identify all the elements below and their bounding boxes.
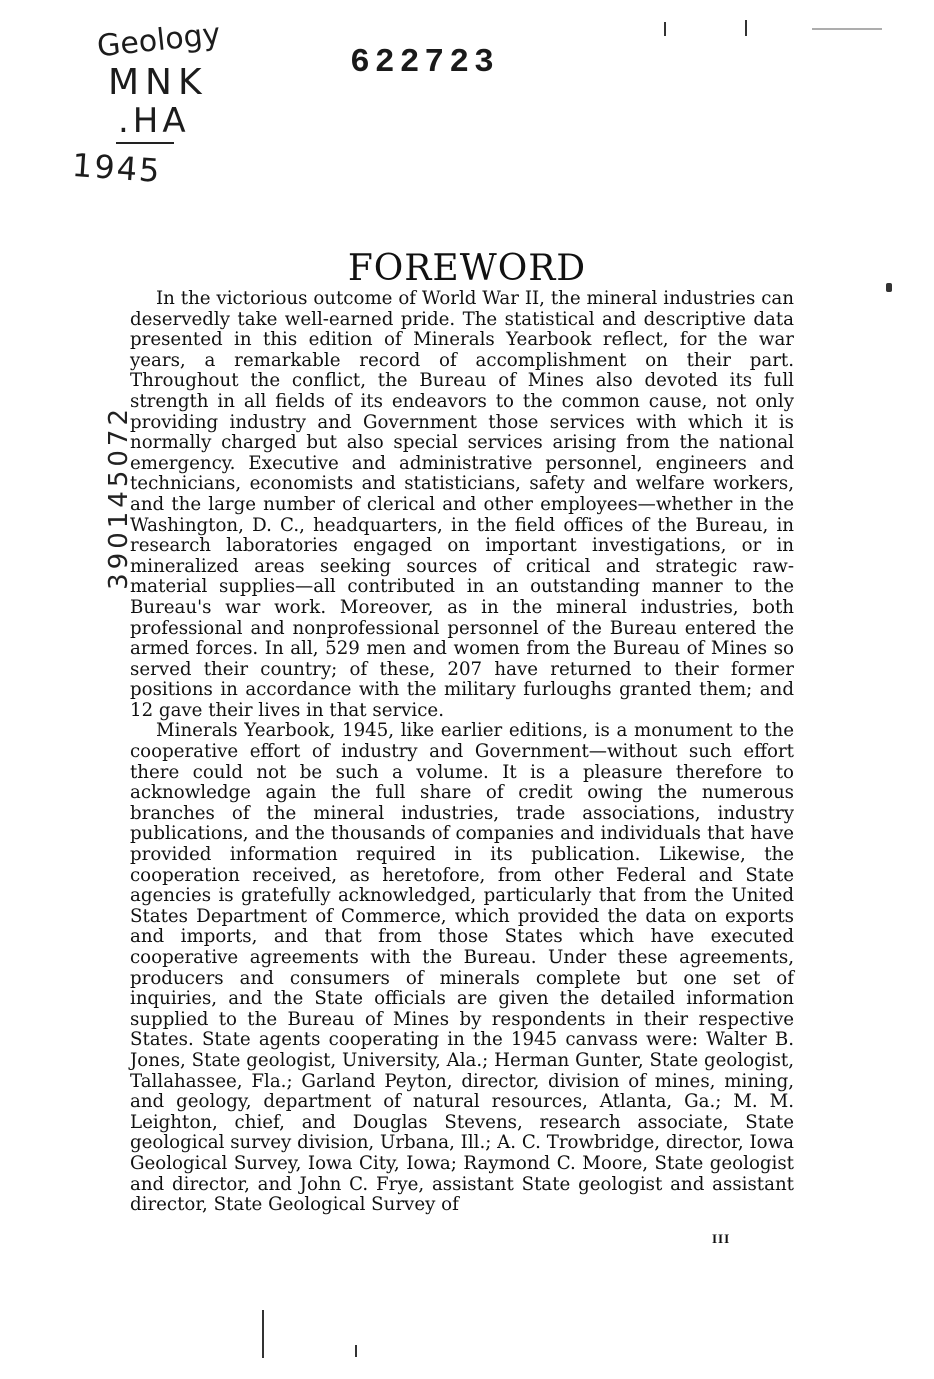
margin-stamp [106, 405, 132, 735]
scan-speck [812, 28, 882, 30]
page-title: FOREWORD [347, 248, 587, 290]
paragraph: In the victorious outcome of World War II, the mineral industries can deservedly take well-earned pride. The statistical and descriptive data presented in this edition of Minerals Yearbook reflect, for the war years, a remarkable record of accomplishment on their part. Throughout the conflict, the Bureau of Mines also devoted its full strength in all fields of its endeavors to the common cause, not only providing industry and Government those services with which it is normally charged but also special services arising from the national emergency. Executive and administrative personnel, engineers and technicians, economists and statisticians, safety and welfare workers, and the large number of clerical and other employees—whether in the Washington, D. C., headquarters, in the field offices of the Bureau, in research laboratories engaged on important investigations, or in mineralized areas seeking sources of critical and strategic raw-material supplies—all contributed in an outstanding manner to the Bureau's war work. Moreover, as in the mineral industries, both professional and nonprofessional personnel of the Bureau entered the armed forces. In all, 529 men and women from the Bureau of Mines so served their country; of these, 207 have returned to their former positions in accordance with the military furloughs granted them; and 12 gave their lives in that service. [130, 288, 794, 721]
scan-speck [886, 283, 892, 292]
scan-speck [745, 20, 747, 36]
call-number-line-4: 1945 [70, 145, 163, 191]
paragraph: Minerals Yearbook, 1945, like earlier editions, is a monument to the cooperative effort of industry and Government—without such effort there could not be such a volume. It is a pleasure therefore to acknowledge again the full share of credit owing the numerous branches of the mineral industries, trade associations, industry publications, and the thousands of companies and individuals that have provided information required in its publication. Likewise, the cooperation received, as heretofore, from other Federal and State agencies is gratefully acknowledged, particularly that from the United States Department of Commerce, which provided the data on exports and imports, and that from those States which have executed cooperative agreements with the Bureau. Under these agreements, producers and consumers of minerals complete but one set of inquiries, and the State officials are given the detailed information supplied to the Bureau of Mines by respondents in their respective States. State agents cooperating in the 1945 canvass were: Walter B. Jones, State geologist, University, Ala.; Herman Gunter, State geologist, Tallahassee, Fla.; Garland Peyton, director, division of mines, mining, and geology, department of natural resources, Atlanta, Ga.; M. M. Leighton, chief, and Douglas Stevens, research associate, State geological survey division, Urbana, Ill.; A. C. Trowbridge, director, Iowa Geological Survey, Iowa City, Iowa; Raymond C. Moore, State geologist and director, and John C. Frye, assistant State geologist and assistant director, State Geological Survey of [130, 720, 794, 1216]
foreword-body [130, 289, 794, 1216]
call-number-rule [116, 142, 174, 144]
scan-speck [262, 1310, 264, 1358]
scan-speck [355, 1345, 357, 1357]
margin-stamp-text: 390145072 [104, 405, 134, 590]
call-number-line-3: .HA [118, 101, 190, 141]
accession-number: 622723 [350, 44, 499, 81]
call-number-line-2: MNK [108, 62, 208, 103]
scan-speck [664, 22, 666, 36]
page-number: III [712, 1231, 731, 1246]
call-number-line-1: Geology [95, 16, 222, 65]
